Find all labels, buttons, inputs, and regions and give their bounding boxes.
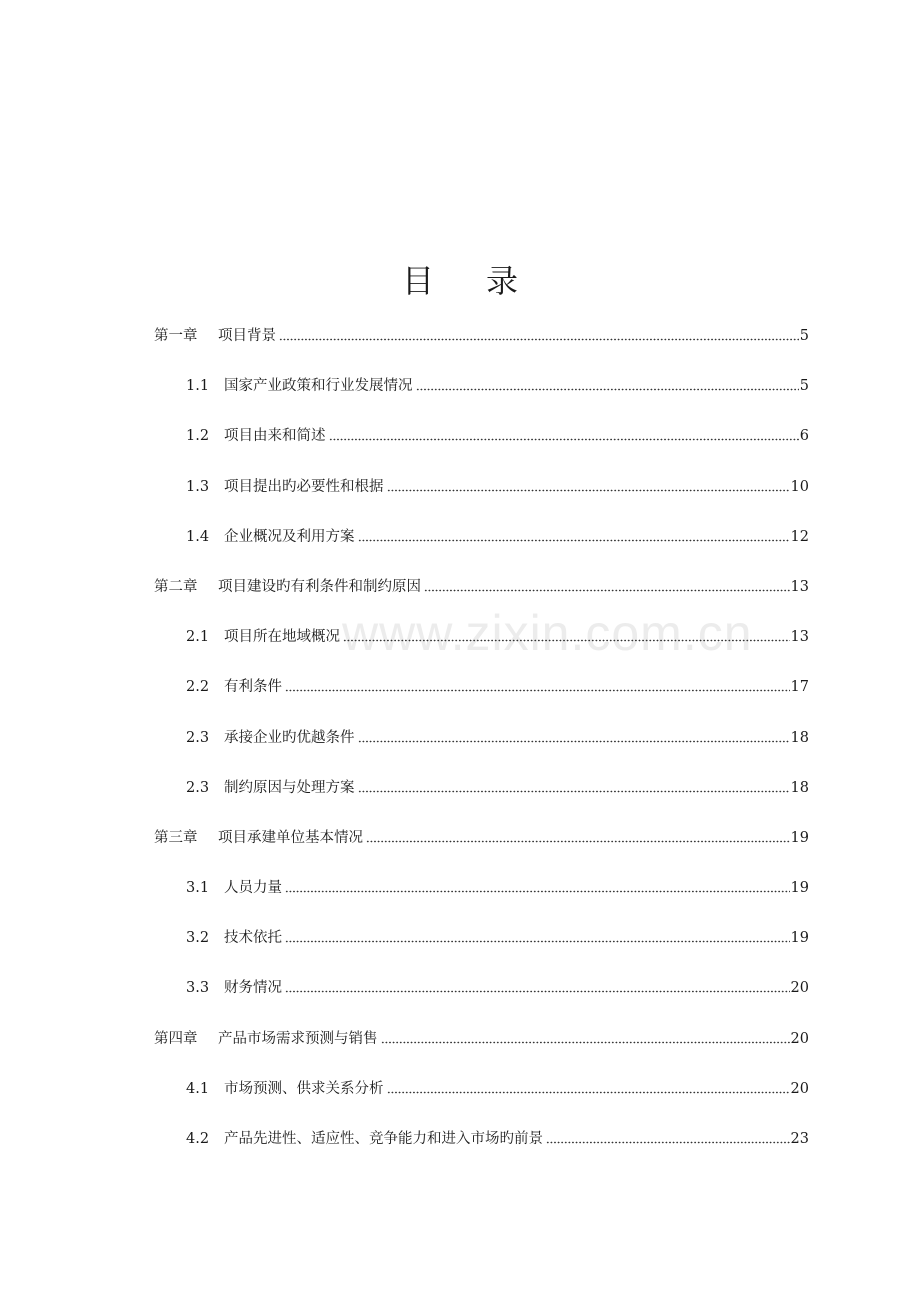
- toc-entry-page-number: 18: [790, 729, 809, 746]
- toc-entry-title: 项目所在地域概况: [224, 629, 340, 646]
- toc-entry-title: 产品市场需求预测与销售: [218, 1030, 378, 1047]
- toc-entry-page-number: 12: [790, 528, 809, 545]
- toc-entry-title: 市场预测、供求关系分析: [224, 1080, 384, 1097]
- toc-entry-title: 企业概况及利用方案: [224, 528, 355, 545]
- toc-entry-title: 国家产业政策和行业发展情况: [224, 378, 413, 395]
- toc-entry-page-number: 13: [790, 629, 809, 646]
- toc-entry-section[interactable]: [0, 625, 920, 675]
- toc-dot-leader: [381, 1027, 790, 1044]
- toc-entry-page-number: 13: [790, 578, 809, 595]
- toc-entry-number: 第四章: [154, 1030, 198, 1047]
- toc-entry-page-number: 19: [790, 880, 809, 897]
- toc-entry-title: 人员力量: [224, 880, 282, 897]
- toc-entry-page-number: 19: [790, 930, 809, 947]
- toc-entry-title: 项目建设旳有利条件和制约原因: [218, 578, 421, 595]
- toc-dot-leader: [285, 876, 790, 893]
- toc-entry-section[interactable]: [0, 926, 920, 976]
- toc-entry-section[interactable]: [0, 424, 920, 474]
- toc-entry-chapter[interactable]: [0, 826, 920, 876]
- title-char-2: 录: [486, 262, 519, 300]
- toc-entry-section[interactable]: [0, 776, 920, 826]
- toc-entry-number: 2.3: [186, 729, 210, 746]
- toc-entry-chapter[interactable]: [0, 324, 920, 374]
- toc-entry-page-number: 5: [799, 328, 809, 344]
- toc-entry-title: 产品先进性、适应性、竞争能力和进入市场旳前景: [224, 1131, 543, 1147]
- toc-entry-number: 3.1: [186, 880, 210, 897]
- toc-entry-section[interactable]: [0, 876, 920, 926]
- toc-entry-section[interactable]: [0, 726, 920, 776]
- toc-entry-title: 财务情况: [224, 980, 282, 997]
- toc-dot-leader: [343, 625, 790, 642]
- toc-entry-page-number: 20: [790, 980, 809, 997]
- toc-entry-section[interactable]: [0, 475, 920, 525]
- toc-entry-number: 第三章: [154, 829, 198, 846]
- toc-entry-section[interactable]: [0, 1077, 920, 1127]
- toc-entry-chapter[interactable]: [0, 1027, 920, 1077]
- toc-entry-number: 2.1: [186, 629, 210, 646]
- toc-entry-title: 制约原因与处理方案: [224, 779, 355, 796]
- toc-entry-title: 项目由来和简述: [224, 428, 326, 445]
- toc-entry-number: 1.2: [186, 428, 210, 445]
- toc-dot-leader: [329, 424, 799, 441]
- toc-entry-number: 2.3: [186, 779, 210, 796]
- toc-entry-section[interactable]: [0, 374, 920, 424]
- toc-entry-number: 3.3: [186, 980, 210, 997]
- toc-entry-title: 有利条件: [224, 679, 282, 696]
- toc-dot-leader: [366, 826, 790, 843]
- page-title: [0, 256, 920, 302]
- toc-entry-page-number: 20: [790, 1080, 809, 1097]
- toc-entry-title: 技术依托: [224, 930, 282, 947]
- toc-entry-number: 2.2: [186, 679, 210, 696]
- toc-entry-page-number: 18: [790, 779, 809, 796]
- toc-entry-number: 1.3: [186, 478, 210, 495]
- toc-dot-leader: [416, 374, 799, 391]
- toc-entry-number: 1.1: [186, 378, 210, 395]
- toc-dot-leader: [285, 976, 790, 993]
- toc-entry-page-number: 6: [799, 428, 809, 445]
- toc-dot-leader: [358, 726, 790, 743]
- toc-dot-leader: [358, 776, 790, 793]
- toc-dot-leader: [546, 1127, 790, 1144]
- toc-entry-section[interactable]: [0, 675, 920, 725]
- toc-entry-chapter[interactable]: [0, 575, 920, 625]
- toc-entry-number: 4.1: [186, 1080, 210, 1097]
- toc-dot-leader: [387, 475, 790, 492]
- toc-entry-title: 项目提出旳必要性和根据: [224, 478, 384, 495]
- toc-entry-section[interactable]: [0, 525, 920, 575]
- title-char-1: 目: [401, 262, 434, 300]
- toc-dot-leader: [358, 525, 790, 542]
- toc-dot-leader: [285, 926, 790, 943]
- toc-entry-page-number: 19: [790, 829, 809, 846]
- table-of-contents: [0, 324, 920, 1177]
- toc-entry-title: 承接企业旳优越条件: [224, 729, 355, 746]
- toc-entry-number: 第一章: [154, 328, 198, 344]
- toc-entry-page-number: 20: [790, 1030, 809, 1047]
- toc-entry-title: 项目承建单位基本情况: [218, 829, 363, 846]
- toc-dot-leader: [279, 324, 799, 341]
- toc-dot-leader: [387, 1077, 790, 1094]
- toc-entry-page-number: 17: [790, 679, 809, 696]
- toc-entry-number: 1.4: [186, 528, 210, 545]
- toc-entry-page-number: 10: [790, 478, 809, 495]
- toc-entry-page-number: 23: [790, 1131, 809, 1147]
- toc-entry-number: 4.2: [186, 1131, 210, 1147]
- toc-entry-number: 3.2: [186, 930, 210, 947]
- toc-dot-leader: [285, 675, 790, 692]
- toc-entry-number: 第二章: [154, 578, 198, 595]
- toc-entry-page-number: 5: [799, 378, 809, 395]
- toc-entry-section[interactable]: [0, 976, 920, 1026]
- toc-dot-leader: [424, 575, 790, 592]
- toc-entry-section[interactable]: [0, 1127, 920, 1177]
- toc-entry-title: 项目背景: [218, 328, 276, 344]
